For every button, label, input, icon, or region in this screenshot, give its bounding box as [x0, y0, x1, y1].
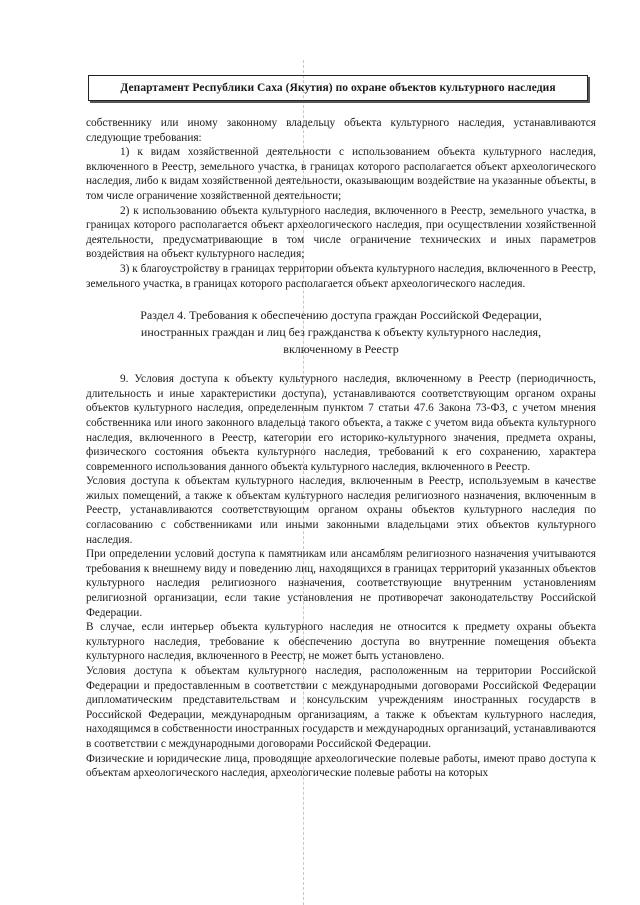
paragraph: При определении условий доступа к памятникам или ансамблям религиозного назначения учитываются требования к внешнему виду и поведению лиц, находящихся в границах территорий указанных объектов культурного наследия религиозного назначения, соответствующие внутренним установлениям религиозной организации, если такие установления не противоречат законодательству Российской Федерации.	[86, 548, 596, 619]
paragraph: 1) к видам хозяйственной деятельности с использованием объекта культурного наследия, включенного в Реестр, земельного участка, в границах которого располагается объект археологического наследия, либо к видам хозяйственной деятельности, оказывающим воздействие на указанные объекты, в том числе ограничение хозяйственной деятельности;	[86, 146, 596, 202]
requirements-block	[86, 116, 596, 291]
paragraph: Условия доступа к объектам культурного наследия, включенным в Реестр, используемым в качестве жилых помещений, а также к объектам культурного наследия религиозного назначения, включенным в Реестр, устанавливаются соответствующим органом охраны объектов культурного наследия по согласованию с собственниками или иными законными владельцами этих объектов культурного наследия.	[86, 475, 596, 546]
paragraph: 9. Условия доступа к объекту культурного наследия, включенному в Реестр (периодичность, длительность и иные характеристики доступа), устанавливаются соответствующим органом охраны объектов культурного наследия, определенным пунктом 7 статьи 47.6 Закона 73-ФЗ, с учетом мнения собственника или иного законного владельца такого объекта, а также с учетом вида объекта культурного наследия, включенного в Реестр, категории его историко-культурного значения, предмета охраны, физического состояния объекта культурного наследия, требований к его сохранению, характера современного использования данного объекта культурного наследия, включенного в Реестр.	[86, 373, 596, 473]
paragraph: Условия доступа к объектам культурного наследия, расположенным на территории Российской Федерации и предоставленным в соответствии с международными договорами Российской Федерации дипломатическим представительствам и консульским учреждениям иностранных государств в Российской Федерации, международным организациям, а также к объектам культурного наследия, находящимся в собственности иностранных государств и международных организаций, устанавливаются в соответствии с международными договорами Российской Федерации.	[86, 665, 596, 750]
paragraph: 3) к благоустройству в границах территории объекта культурного наследия, включенного в Реестр, земельного участка, в границах которого располагается объект археологического наследия.	[86, 262, 596, 290]
department-header	[88, 75, 588, 101]
paragraph: собственнику или иному законному владельцу объекта культурного наследия, устанавливаются следующие требования:	[86, 117, 596, 144]
section-4-title: Раздел 4. Требования к обеспечению доступа граждан Российской Федерации, иностранных граждан и лиц без гражданства к объекту культурного наследия, включенному в Реестр	[140, 308, 542, 357]
document-body	[86, 116, 596, 781]
paragraph: 2) к использованию объекта культурного наследия, включенного в Реестр, земельного участка, в границах которого располагается объект археологического наследия, при осуществлении хозяйственной деятельности, предусматривающие в том числе ограничение технических и иных параметров воздействия на объект культурного наследия;	[86, 204, 596, 261]
department-header-title: Департамент Республики Саха (Якутия) по охране объектов культурного наследия	[120, 82, 556, 94]
access-conditions-block	[86, 372, 596, 781]
paragraph: Физические и юридические лица, проводящие археологические полевые работы, имеют право доступа к объектам археологического наследия, археологические полевые работы на которых	[86, 752, 596, 780]
paragraph: В случае, если интерьер объекта культурного наследия не относится к предмету охраны объекта культурного наследия, требование к обеспечению доступа во внутренние помещения объекта культурного наследия, включенного в Реестр, не может быть установлено.	[86, 621, 596, 663]
